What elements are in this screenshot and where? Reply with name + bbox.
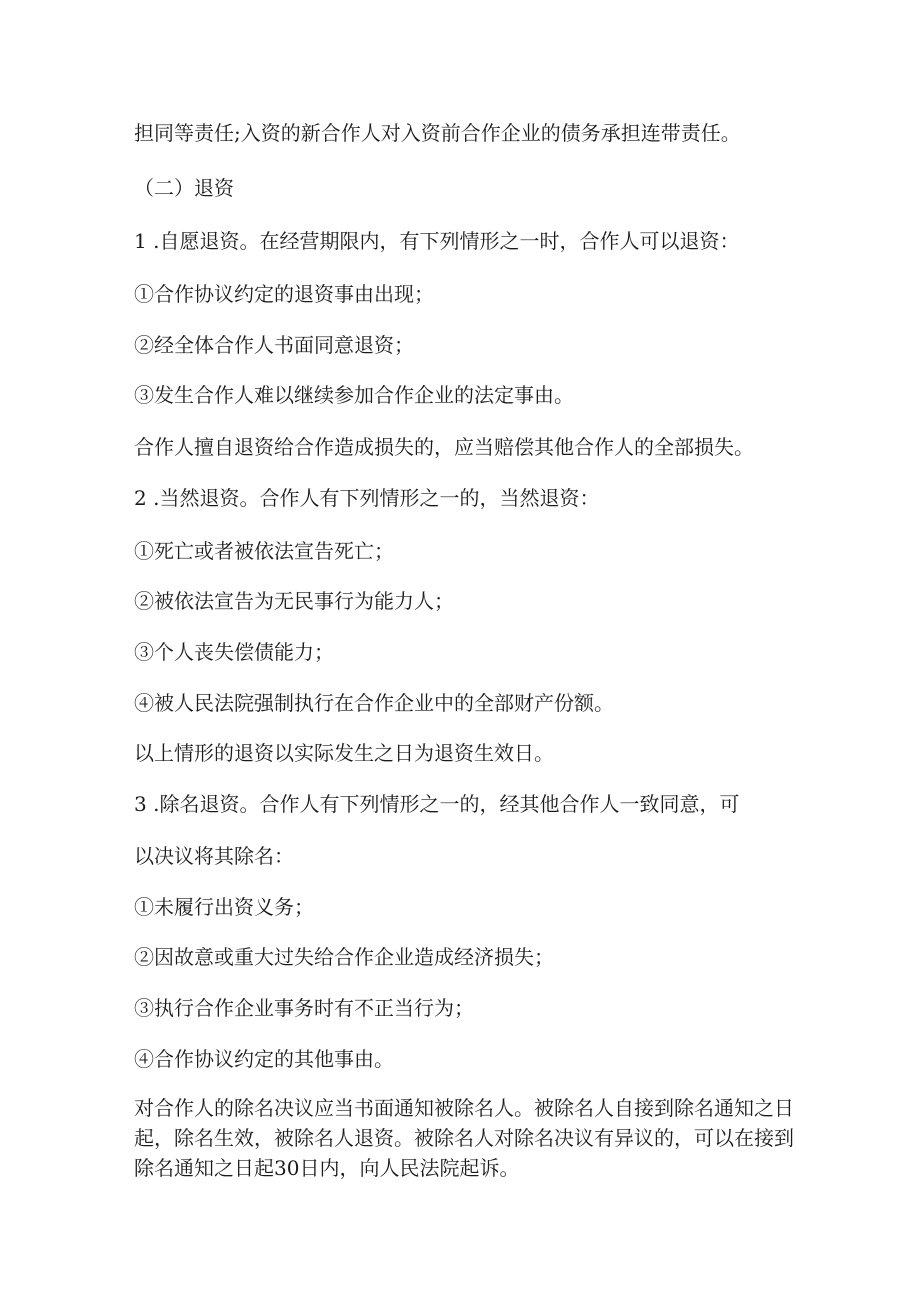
clause-expulsion-withdrawal-cont: 以决议将其除名： — [134, 844, 294, 868]
list-item-automatic-3: ③个人丧失偿债能力； — [134, 640, 334, 664]
clause-expulsion-withdrawal: 3 .除名退资。合作人有下列情形之一的，经其他合作人一致同意，可 — [134, 792, 740, 816]
section-heading-withdrawal: （二）退资 — [134, 176, 234, 200]
list-item-expulsion-1: ①未履行出资义务； — [134, 895, 314, 919]
list-item-voluntary-3: ③发生合作人难以继续参加合作企业的法定事由。 — [134, 383, 574, 407]
list-item-voluntary-1: ①合作协议约定的退资事由出现； — [134, 282, 434, 306]
list-item-expulsion-4: ④合作协议约定的其他事由。 — [134, 1047, 394, 1071]
list-item-expulsion-2: ②因故意或重大过失给合作企业造成经济损失； — [134, 945, 554, 969]
list-item-automatic-1: ①死亡或者被依法宣告死亡； — [134, 539, 394, 563]
paragraph-expulsion-notice: 对合作人的除名决议应当书面通知被除名人。被除名人自接到除名通知之日起，除名生效，被除名人退资。被除名人对除名决议有异议的，可以在接到除名通知之日起30日内，向人民法院起诉。 — [134, 1096, 794, 1180]
clause-voluntary-withdrawal: 1 .自愿退资。在经营期限内，有下列情形之一时，合作人可以退资： — [134, 229, 740, 253]
text-unauthorized-withdrawal: 合作人擅自退资给合作造成损失的，应当赔偿其他合作人的全部损失。 — [134, 435, 754, 459]
text-line-1: 担同等责任;入资的新合作人对入资前合作企业的债务承担连带责任。 — [134, 121, 741, 145]
clause-automatic-withdrawal: 2 .当然退资。合作人有下列情形之一的，当然退资： — [134, 486, 600, 510]
list-item-automatic-2: ②被依法宣告为无民事行为能力人； — [134, 589, 454, 613]
text-effective-date: 以上情形的退资以实际发生之日为退资生效日。 — [134, 741, 554, 765]
list-item-voluntary-2: ②经全体合作人书面同意退资； — [134, 333, 414, 357]
list-item-automatic-4: ④被人民法院强制执行在合作企业中的全部财产份额。 — [134, 691, 614, 715]
list-item-expulsion-3: ③执行合作企业事务时有不正当行为； — [134, 996, 474, 1020]
